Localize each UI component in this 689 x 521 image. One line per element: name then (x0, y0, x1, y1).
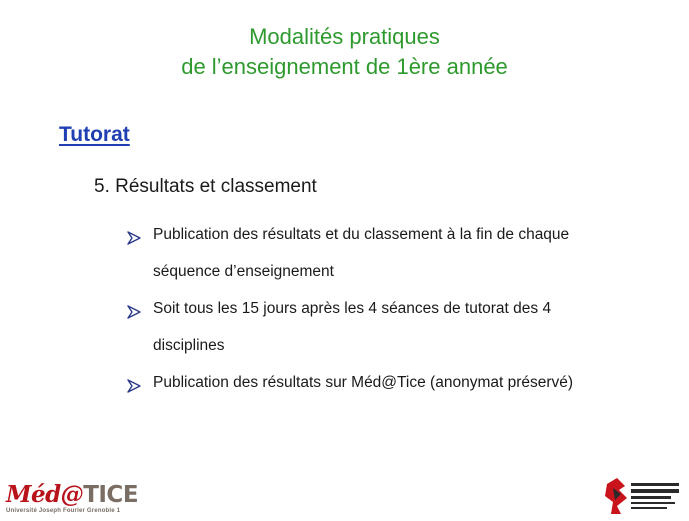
university-emblem-icon (605, 478, 627, 514)
bullet-list (127, 224, 647, 409)
bullet-1-line-2: séquence d’enseignement (153, 263, 334, 280)
arrow-bullet-icon (127, 376, 153, 396)
bullet-1-line-1: Publication des résultats et du classement à la fin de chaque (153, 226, 570, 243)
bullet-2-line-2: disciplines (153, 337, 225, 354)
bullet-item (127, 372, 647, 401)
logo-tice-text: TICE (83, 482, 139, 508)
medtice-logo (6, 481, 156, 514)
subheading: 5. Résultats et classement (94, 176, 317, 197)
bullet-2-line-1: Soit tous les 15 jours après les 4 séances de tutorat des 4 (153, 300, 552, 317)
logo-med-text: Méd@ (6, 481, 84, 508)
title-line-2: de l’enseignement de 1ère année (181, 54, 508, 79)
university-logo (603, 476, 683, 516)
bullet-item (127, 224, 647, 290)
logo-subtitle: Université Joseph Fourier Grenoble 1 (6, 508, 121, 514)
title-line-1: Modalités pratiques (249, 24, 440, 49)
bullet-item (127, 298, 647, 364)
slide-title (0, 22, 689, 82)
arrow-bullet-icon (127, 302, 153, 322)
arrow-bullet-icon (127, 228, 153, 248)
section-title-tutorat[interactable]: Tutorat (59, 123, 130, 146)
bullet-3-line-1: Publication des résultats sur Méd@Tice (anonymat préservé) (153, 374, 574, 391)
